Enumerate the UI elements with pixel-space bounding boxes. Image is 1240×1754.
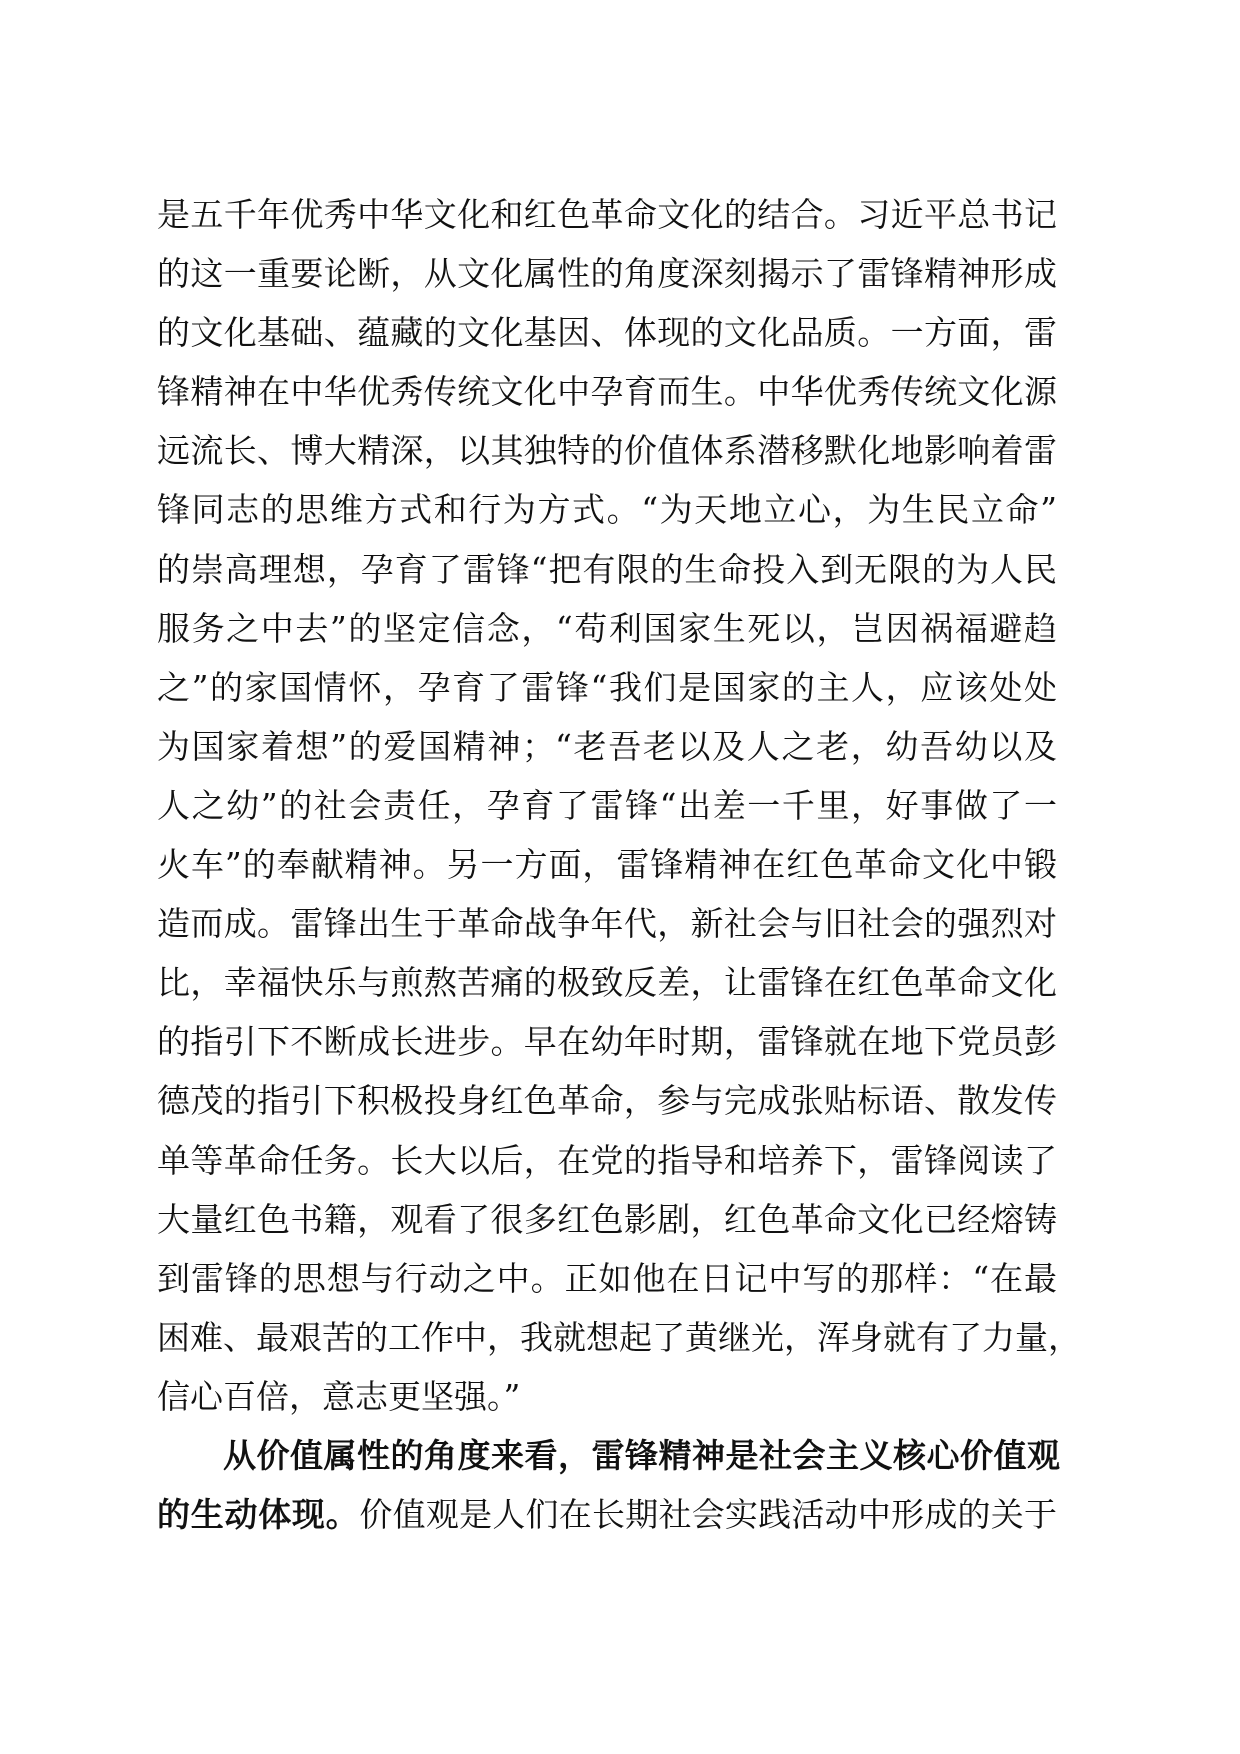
paragraph-value-attribute — [157, 1426, 1061, 1544]
paragraph-heading-tail: 的生动体现。 — [157, 1495, 360, 1535]
text-line: 远流长、博大精深，以其独特的价值体系潜移默化地影响着雷 — [157, 431, 1057, 471]
text-line: 锋同志的思维方式和行为方式。“为天地立心，为生民立命” — [157, 490, 1057, 530]
text-line: 为国家着想”的爱国精神；“老吾老以及人之老，幼吾幼以及 — [157, 726, 1057, 766]
text-line: 大量红色书籍，观看了很多红色影剧，红色革命文化已经熔铸 — [157, 1199, 1057, 1239]
text-line: 信心百倍，意志更坚强。” — [157, 1376, 521, 1416]
text-line: 比，幸福快乐与煎熬苦痛的极致反差，让雷锋在红色革命文化 — [157, 963, 1057, 1003]
text-line: 困难、最艰苦的工作中，我就想起了黄继光，浑身就有了力量， — [157, 1317, 1081, 1357]
text-line: 的这一重要论断，从文化属性的角度深刻揭示了雷锋精神形成 — [157, 254, 1057, 294]
paragraph-cultural-attribute — [157, 185, 1081, 1426]
text-segment: 价值观是人们在长期社会实践活动中形成的关于 — [359, 1495, 1058, 1535]
text-line: 火车”的奉献精神。另一方面，雷锋精神在红色革命文化中锻 — [157, 845, 1057, 885]
text-line: 的文化基础、蕴藏的文化基因、体现的文化品质。一方面，雷 — [157, 313, 1057, 353]
body-text — [157, 185, 1081, 1544]
text-line: 到雷锋的思想与行动之中。正如他在日记中写的那样：“在最 — [157, 1258, 1057, 1298]
text-line: 德茂的指引下积极投身红色革命，参与完成张贴标语、散发传 — [157, 1081, 1057, 1121]
text-line: 单等革命任务。长大以后，在党的指导和培养下，雷锋阅读了 — [157, 1140, 1057, 1180]
text-line: 之”的家国情怀，孕育了雷锋“我们是国家的主人，应该处处 — [157, 667, 1057, 707]
text-line: 人之幼”的社会责任，孕育了雷锋“出差一千里，好事做了一 — [157, 785, 1057, 825]
paragraph-heading-line: 从价值属性的角度来看，雷锋精神是社会主义核心价值观 — [223, 1435, 1061, 1475]
text-line: 的指引下不断成长进步。早在幼年时期，雷锋就在地下党员彭 — [157, 1022, 1057, 1062]
text-line: 服务之中去”的坚定信念，“苟利国家生死以，岂因祸福避趋 — [157, 608, 1057, 648]
text-line — [157, 1485, 1057, 1544]
text-line: 造而成。雷锋出生于革命战争年代，新社会与旧社会的强烈对 — [157, 904, 1057, 944]
text-line: 的崇高理想，孕育了雷锋“把有限的生命投入到无限的为人民 — [157, 549, 1057, 589]
text-line: 锋精神在中华优秀传统文化中孕育而生。中华优秀传统文化源 — [157, 372, 1057, 412]
text-line: 是五千年优秀中华文化和红色革命文化的结合。习近平总书记 — [157, 195, 1057, 234]
